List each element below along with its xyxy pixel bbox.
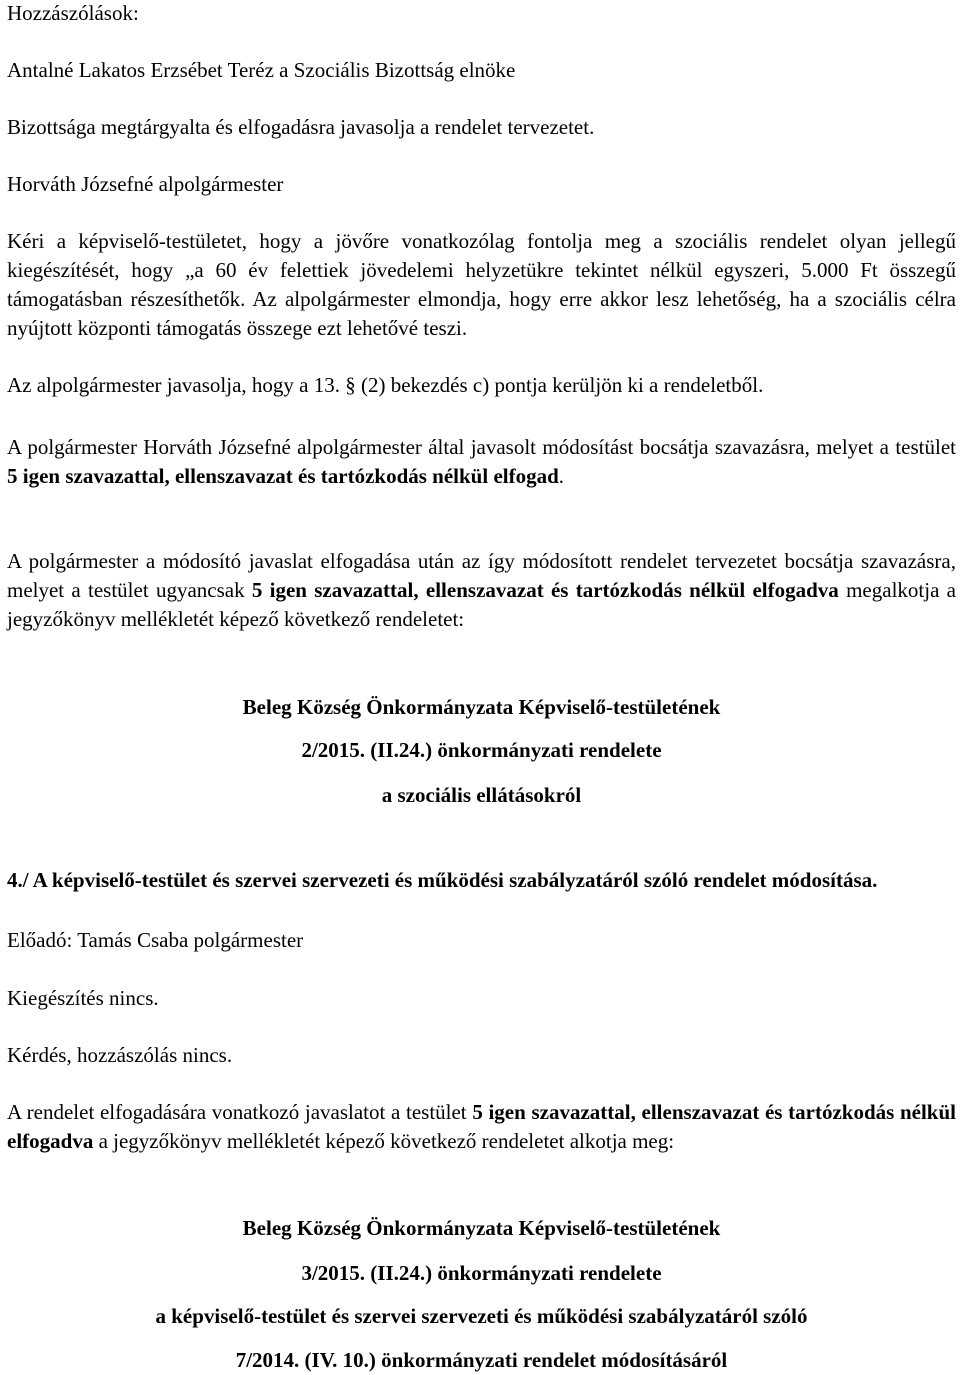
vote-result: 5 igen szavazattal, ellenszavazat és tartózkodás nélkül elfogad	[7, 464, 559, 488]
speaker-statement	[7, 227, 956, 343]
vote-text: A polgármester Horváth Józsefné alpolgármester által javasolt módosítást bocsátja szavazásra, melyet a testület	[7, 435, 956, 459]
questions-note: Kérdés, hozzászólás nincs.	[7, 1043, 233, 1067]
vote-paragraph	[7, 433, 956, 491]
speaker-name: Horváth Józsefné alpolgármester	[7, 172, 284, 196]
vote-paragraph	[7, 547, 956, 634]
agenda-item-title: 4./ A képviselő-testület és szervei szervezeti és működési szabályzatáról szóló rendelet módosítása.	[7, 868, 878, 892]
vote-text: .	[558, 464, 565, 488]
decree-subject: a képviselő-testület és szervei szervezeti és működési szabályzatáról szóló	[155, 1304, 808, 1328]
statement-part: Az alpolgármester elmondja, hogy erre akkor lesz lehetőség, ha a szociális célra nyújtott központi támogatás összege ezt lehetővé teszi.	[7, 287, 956, 340]
speaker-name: Antalné Lakatos Erzsébet Teréz a Szociális Bizottság elnöke	[7, 58, 516, 82]
vote-text: megalkotja a jegyzőkönyv mellékletét képező következő rendeletet:	[7, 578, 956, 631]
vote-text: a jegyzőkönyv mellékletét képező következő rendeletet alkotja meg:	[93, 1129, 675, 1153]
presenter: Előadó: Tamás Csaba polgármester	[7, 928, 304, 952]
section-heading: Hozzászólások:	[7, 1, 139, 25]
vote-text: A rendelet elfogadására vonatkozó javaslatot a testület	[7, 1100, 473, 1124]
addition-note: Kiegészítés nincs.	[7, 986, 159, 1010]
speaker-statement: Bizottsága megtárgyalta és elfogadásra javasolja a rendelet tervezetet.	[7, 115, 595, 139]
decree-amended: 7/2014. (IV. 10.) önkormányzati rendelet módosításáról	[235, 1348, 728, 1372]
decree-title: Beleg Község Önkormányzata Képviselő-testületének	[242, 1216, 721, 1240]
vote-paragraph	[7, 1098, 956, 1156]
decree-title: Beleg Község Önkormányzata Képviselő-testületének	[242, 695, 721, 719]
decree-number: 2/2015. (II.24.) önkormányzati rendelete	[301, 738, 662, 762]
decree-subject: a szociális ellátásokról	[381, 783, 582, 807]
decree-number: 3/2015. (II.24.) önkormányzati rendelete	[301, 1261, 662, 1285]
vote-text: A polgármester a módosító javaslat elfogadása után az így módosított rendelet tervezetet bocsátja szavazásra, melyet a testület ugyancsak	[7, 549, 956, 602]
vote-result: 5 igen szavazattal, ellenszavazat és tartózkodás nélkül elfogadva	[7, 1100, 956, 1153]
proposal-text: Az alpolgármester javasolja, hogy a 13. § (2) bekezdés c) pontja kerüljön ki a rendeletből.	[7, 373, 764, 397]
vote-result: 5 igen szavazattal, ellenszavazat és tartózkodás nélkül elfogadva	[251, 578, 839, 602]
statement-part: Kéri a képviselő-testületet, hogy a jövőre vonatkozólag fontolja meg a szociális rendelet olyan jellegű kiegészítését, hogy „a 60 év felettiek jövedelemi helyzetükre tekintet nélkül egyszeri, 5.000 Ft összegű támogatásban részesíthetők.	[7, 229, 956, 311]
